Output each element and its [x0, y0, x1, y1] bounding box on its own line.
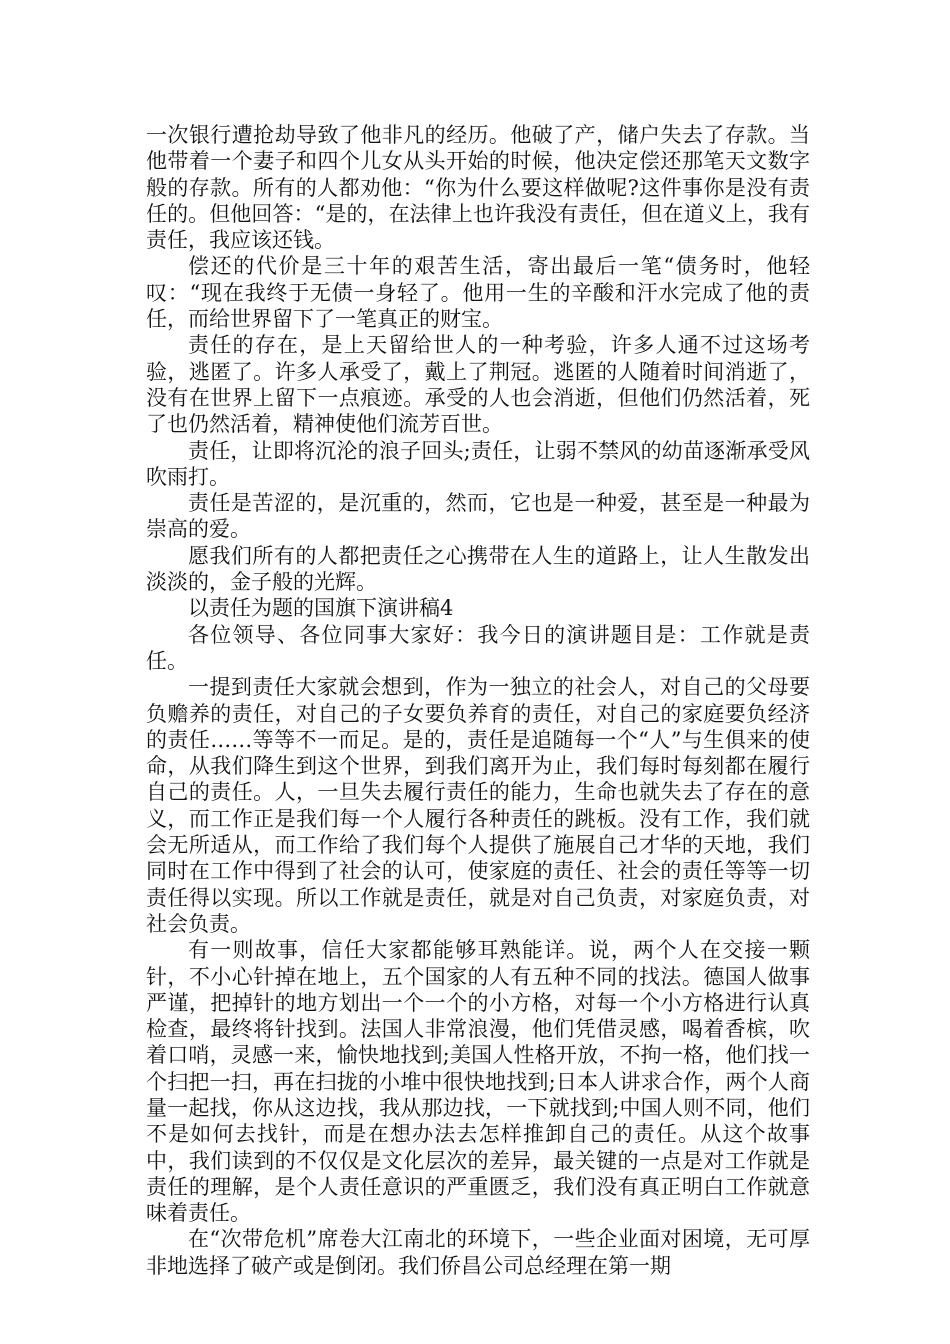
- paragraph-repayment: 偿还的代价是三十年的艰苦生活，寄出最后一笔“债务时，他轻叹：“现在我终于无债一身轻了。他用一生的辛酸和汗水完成了他的责任，而给世界留下了一笔真正的财宝。: [146, 254, 810, 332]
- paragraph-bank-robbery: 一次银行遭抢劫导致了他非凡的经历。他破了产，储户失去了存款。当他带着一个妻子和四个儿女从头开始的时候，他决定偿还那笔天文数字般的存款。所有的人都劝他：“你为什么要这样做呢?这件事你是没有责任的。但他回答：“是的，在法律上也许我没有责任，但在道义上，我有责任，我应该还钱。: [146, 123, 810, 253]
- paragraph-duties: 一提到责任大家就会想到，作为一独立的社会人，对自己的父母要负赡养的责任，对自己的子女要负养育的责任，对自己的家庭要负经济的责任……等等不一而足。是的，责任是追随每一个“人”与生俱来的使命，从我们降生到这个世界，到我们离开为止，我们每时每刻都在履行自己的责任。人，一旦失去履行责任的能力，生命也就失去了存在的意义，而工作正是我们每一个人履行各种责任的跳板。没有工作，我们就会无所适从，而工作给了我们每个人提供了施展自己才华的天地，我们同时在工作中得到了社会的认可，使家庭的责任、社会的责任等等一切责任得以实现。所以工作就是责任，就是对自己负责，对家庭负责，对社会负责。: [146, 675, 810, 936]
- paragraph-existence-of-responsibility: 责任的存在，是上天留给世人的一种考验，许多人通不过这场考验，逃匿了。许多人承受了，戴上了荆冠。逃匿的人随着时间消逝了，没有在世界上留下一点痕迹。承受的人也会消逝，但他们仍然活着，死了也仍然活着，精神使他们流芳百世。: [146, 333, 810, 437]
- paragraph-greeting: 各位领导、各位同事大家好：我今日的演讲题目是：工作就是责任。: [146, 622, 810, 673]
- paragraph-responsibility-prodigal: 责任，让即将沉沦的浪子回头;责任，让弱不禁风的幼苗逐渐承受风吹雨打。: [146, 438, 810, 489]
- paragraph-crisis: 在“次带危机”席卷大江南北的环境下，一些企业面对困境，无可厚非地选择了破产或是倒闭。我们侨昌公司总经理在第一期: [146, 1227, 810, 1278]
- document-page: [146, 122, 810, 1279]
- paragraph-wish: 愿我们所有的人都把责任之心携带在人生的道路上，让人生散发出淡淡的，金子般的光辉。: [146, 543, 810, 595]
- section-heading-speech-4: 以责任为题的国旗下演讲稿4: [188, 596, 454, 621]
- paragraph-responsibility-love: 责任是苦涩的，是沉重的，然而，它也是一种爱，甚至是一种最为崇高的爱。: [146, 491, 810, 542]
- paragraph-needle-story: 有一则故事，信任大家都能够耳熟能详。说，两个人在交接一颗针，不小心针掉在地上，五个国家的人有五种不同的找法。德国人做事严谨，把掉针的地方划出一个一个的小方格，对每一个小方格进行认真检查，最终将针找到。法国人非常浪漫，他们凭借灵感，喝着香槟，吹着口哨，灵感一来，愉快地找到;美国人性格开放，不拘一格，他们找一个扫把一扫，再在扫拢的小堆中很快地找到;日本人讲求合作，两个人商量一起找，你从这边找，我从那边找，一下就找到;中国人则不同，他们不是如何去找针，而是在想办法去怎样推卸自己的责任。从这个故事中，我们读到的不仅仅是文化层次的差异，最关键的一点是对工作就是责任的理解，是个人责任意识的严重匮乏，我们没有真正明白工作就意味着责任。: [146, 938, 810, 1226]
